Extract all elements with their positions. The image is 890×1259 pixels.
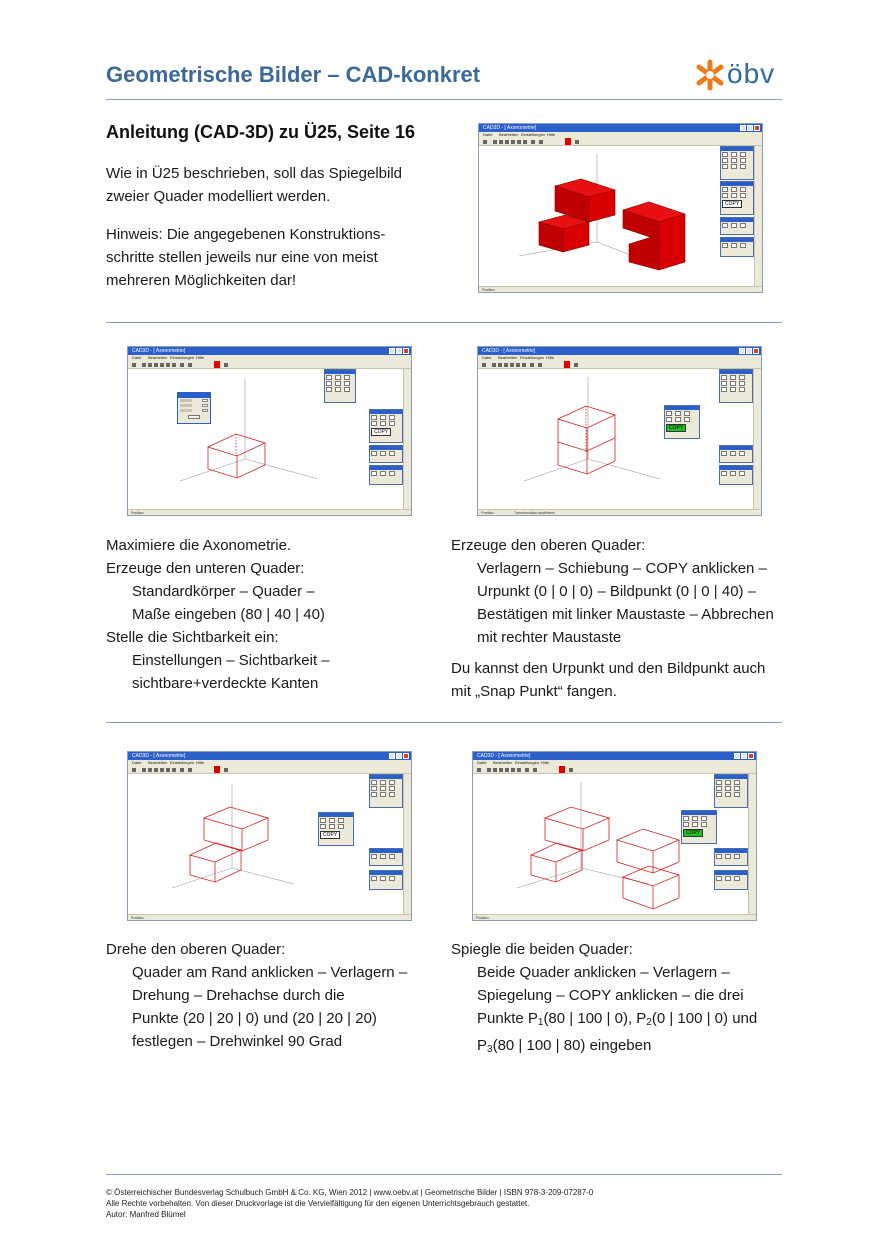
window-titlebar: CAD3D - [ Axonometrie] (478, 347, 761, 355)
footer-rule (106, 1174, 782, 1175)
menu-bar: Datei Bearbeiten Einstellungen Hilfe (479, 132, 762, 138)
status-bar: Position: (128, 914, 411, 920)
snap-palette[interactable] (720, 217, 754, 235)
window-titlebar: CAD3D - [ Axonometrie] (473, 752, 756, 760)
cad-screenshot-step3 (127, 751, 412, 921)
menu-bar: Datei Bearbeiten Einstellungen Hilfe (473, 760, 756, 766)
rights-line: Alle Rechte vorbehalten. Von dieser Druckvorlage ist die Vervielfältigung für den eigenen Unterrichtsgebrauch gestattet. (106, 1199, 530, 1208)
step4-indent-line: Beide Quader anklicken – Verlagern – (477, 964, 730, 981)
intro-line: zweier Quader modelliert werden. (106, 188, 331, 205)
right-panel (753, 369, 761, 509)
step3-text (106, 938, 436, 1053)
transform-palette[interactable] (369, 409, 403, 443)
transform-palette[interactable] (720, 181, 754, 215)
hint-line: schritte stellen jeweils nur eine von meist (106, 249, 378, 266)
step2-indent-line: Urpunkt (0 | 0 | 0) – Bildpunkt (0 | 0 | 40) – (477, 583, 757, 600)
snap-palette[interactable] (369, 445, 403, 463)
step1-text (106, 534, 436, 695)
hint-line: mehreren Möglichkeiten dar! (106, 272, 297, 289)
snap-palette[interactable] (714, 848, 748, 866)
step2-indent-line: Verlagern – Schiebung – COPY anklicken – (477, 560, 767, 577)
step2-note-line: Du kannst den Urpunkt und den Bildpunkt auch (451, 660, 766, 677)
step1-indent-line: Einstellungen – Sichtbarkeit – (132, 652, 330, 669)
step2-indent-line: Bestätigen mit linker Maustaste – Abbrechen (477, 606, 774, 623)
step3-indent-line: Quader am Rand anklicken – Verlagern – (132, 964, 408, 981)
visibility-palette[interactable] (369, 465, 403, 485)
window-titlebar: CAD3D - [ Axonometrie] (479, 124, 762, 132)
standard-solids-palette[interactable] (719, 369, 753, 403)
right-panel (748, 774, 756, 914)
step3-indent-line: Drehung – Drehachse durch die (132, 987, 345, 1004)
step2-indent-line: mit rechter Maustaste (477, 629, 622, 646)
cad-screenshot-final (478, 123, 763, 293)
step3-indent-line: Punkte (20 | 20 | 0) und (20 | 20 | 20) (132, 1010, 377, 1027)
step1-indent-line: Maße eingeben (80 | 40 | 40) (132, 606, 325, 623)
status-bar: Position: (479, 286, 762, 292)
snap-palette[interactable] (719, 445, 753, 463)
step2-note (451, 657, 791, 703)
right-panel (754, 146, 762, 286)
header-rule (106, 99, 782, 100)
visibility-palette[interactable] (714, 870, 748, 890)
standard-solids-palette[interactable] (324, 369, 356, 403)
step4-points-line: $P_3(80$ | 100 | 80) eingeben (477, 1037, 652, 1055)
status-bar: Position: (473, 914, 756, 920)
step3-line: Drehe den oberen Quader: (106, 941, 286, 958)
step4-line: Spiegle die beiden Quader: (451, 941, 633, 958)
step4-points-line: Punkte $P_1(80$ | 100 | 0), $P_2(0$ | 100 | 0) und (477, 1010, 758, 1028)
visibility-palette[interactable] (369, 870, 403, 890)
standard-solids-palette[interactable] (369, 774, 403, 808)
copy-button-active[interactable]: COPY (683, 829, 703, 837)
publisher-logo (695, 58, 787, 92)
section-rule (106, 722, 782, 723)
copyright-line: © Österreichischer Bundesverlag Schulbuch GmbH & Co. KG, Wien 2012 | www.oebv.at | Geometrische Bilder | ISBN 978-3-209-07287-0 (106, 1188, 594, 1197)
ok-button[interactable] (188, 415, 200, 419)
section-rule (106, 322, 782, 323)
visibility-palette[interactable] (720, 237, 754, 257)
oebv-star-icon (695, 58, 725, 92)
right-panel (403, 369, 411, 509)
step1-indent-line: sichtbare+verdeckte Kanten (132, 675, 319, 692)
cuboid-dimensions-dialog[interactable] (177, 392, 211, 424)
copy-button[interactable]: COPY (722, 200, 742, 208)
hint-paragraph (106, 223, 436, 292)
step1-line: Stelle die Sichtbarkeit ein: (106, 629, 279, 646)
snap-palette[interactable] (369, 848, 403, 866)
cad-screenshot-step4 (472, 751, 757, 921)
step4-indent-line: Spiegelung – COPY anklicken – die drei (477, 987, 744, 1004)
cad-screenshot-step1 (127, 346, 412, 516)
step1-line: Maximiere die Axonometrie. (106, 537, 292, 554)
window-titlebar: CAD3D - [ Axonometrie] (128, 752, 411, 760)
step2-note-line: mit „Snap Punkt“ fangen. (451, 683, 617, 700)
intro-paragraph (106, 162, 436, 208)
copy-button[interactable]: COPY (371, 428, 391, 436)
step2-line: Erzeuge den oberen Quader: (451, 537, 646, 554)
window-titlebar: CAD3D - [ Axonometrie] (128, 347, 411, 355)
step2-text (451, 534, 791, 649)
right-panel (403, 774, 411, 914)
menu-bar: Datei Bearbeiten Einstellungen Hilfe (128, 760, 411, 766)
visibility-palette[interactable] (719, 465, 753, 485)
footer (106, 1187, 593, 1220)
instruction-heading: Anleitung (CAD-3D) zu Ü25, Seite 16 (106, 122, 416, 142)
step1-indent-line: Standardkörper – Quader – (132, 583, 315, 600)
cad-screenshot-step2 (477, 346, 762, 516)
logo-text: öbv (727, 58, 776, 89)
transform-palette[interactable] (681, 810, 717, 844)
status-bar: Position: Transformation ausführen! (478, 509, 761, 515)
author-line: Autor: Manfred Blümel (106, 1210, 186, 1219)
intro-line: Wie in Ü25 beschrieben, soll das Spiegelbild (106, 165, 403, 182)
transform-palette[interactable] (318, 812, 354, 846)
copy-button-active[interactable]: COPY (666, 424, 686, 432)
step1-line: Erzeuge den unteren Quader: (106, 560, 305, 577)
transform-palette[interactable] (664, 405, 700, 439)
menu-bar: Datei Bearbeiten Einstellungen Hilfe (128, 355, 411, 361)
standard-solids-palette[interactable] (714, 774, 748, 808)
menu-bar: Datei Bearbeiten Einstellungen Hilfe (478, 355, 761, 361)
copy-button[interactable]: COPY (320, 831, 340, 839)
standard-solids-palette[interactable] (720, 146, 754, 180)
hint-line: Hinweis: Die angegebenen Konstruktions- (106, 226, 386, 243)
step4-text (451, 938, 791, 1061)
document-title: Geometrische Bilder – CAD-konkret (106, 62, 481, 87)
status-bar: Position: (128, 509, 411, 515)
step3-indent-line: festlegen – Drehwinkel 90 Grad (132, 1033, 343, 1050)
